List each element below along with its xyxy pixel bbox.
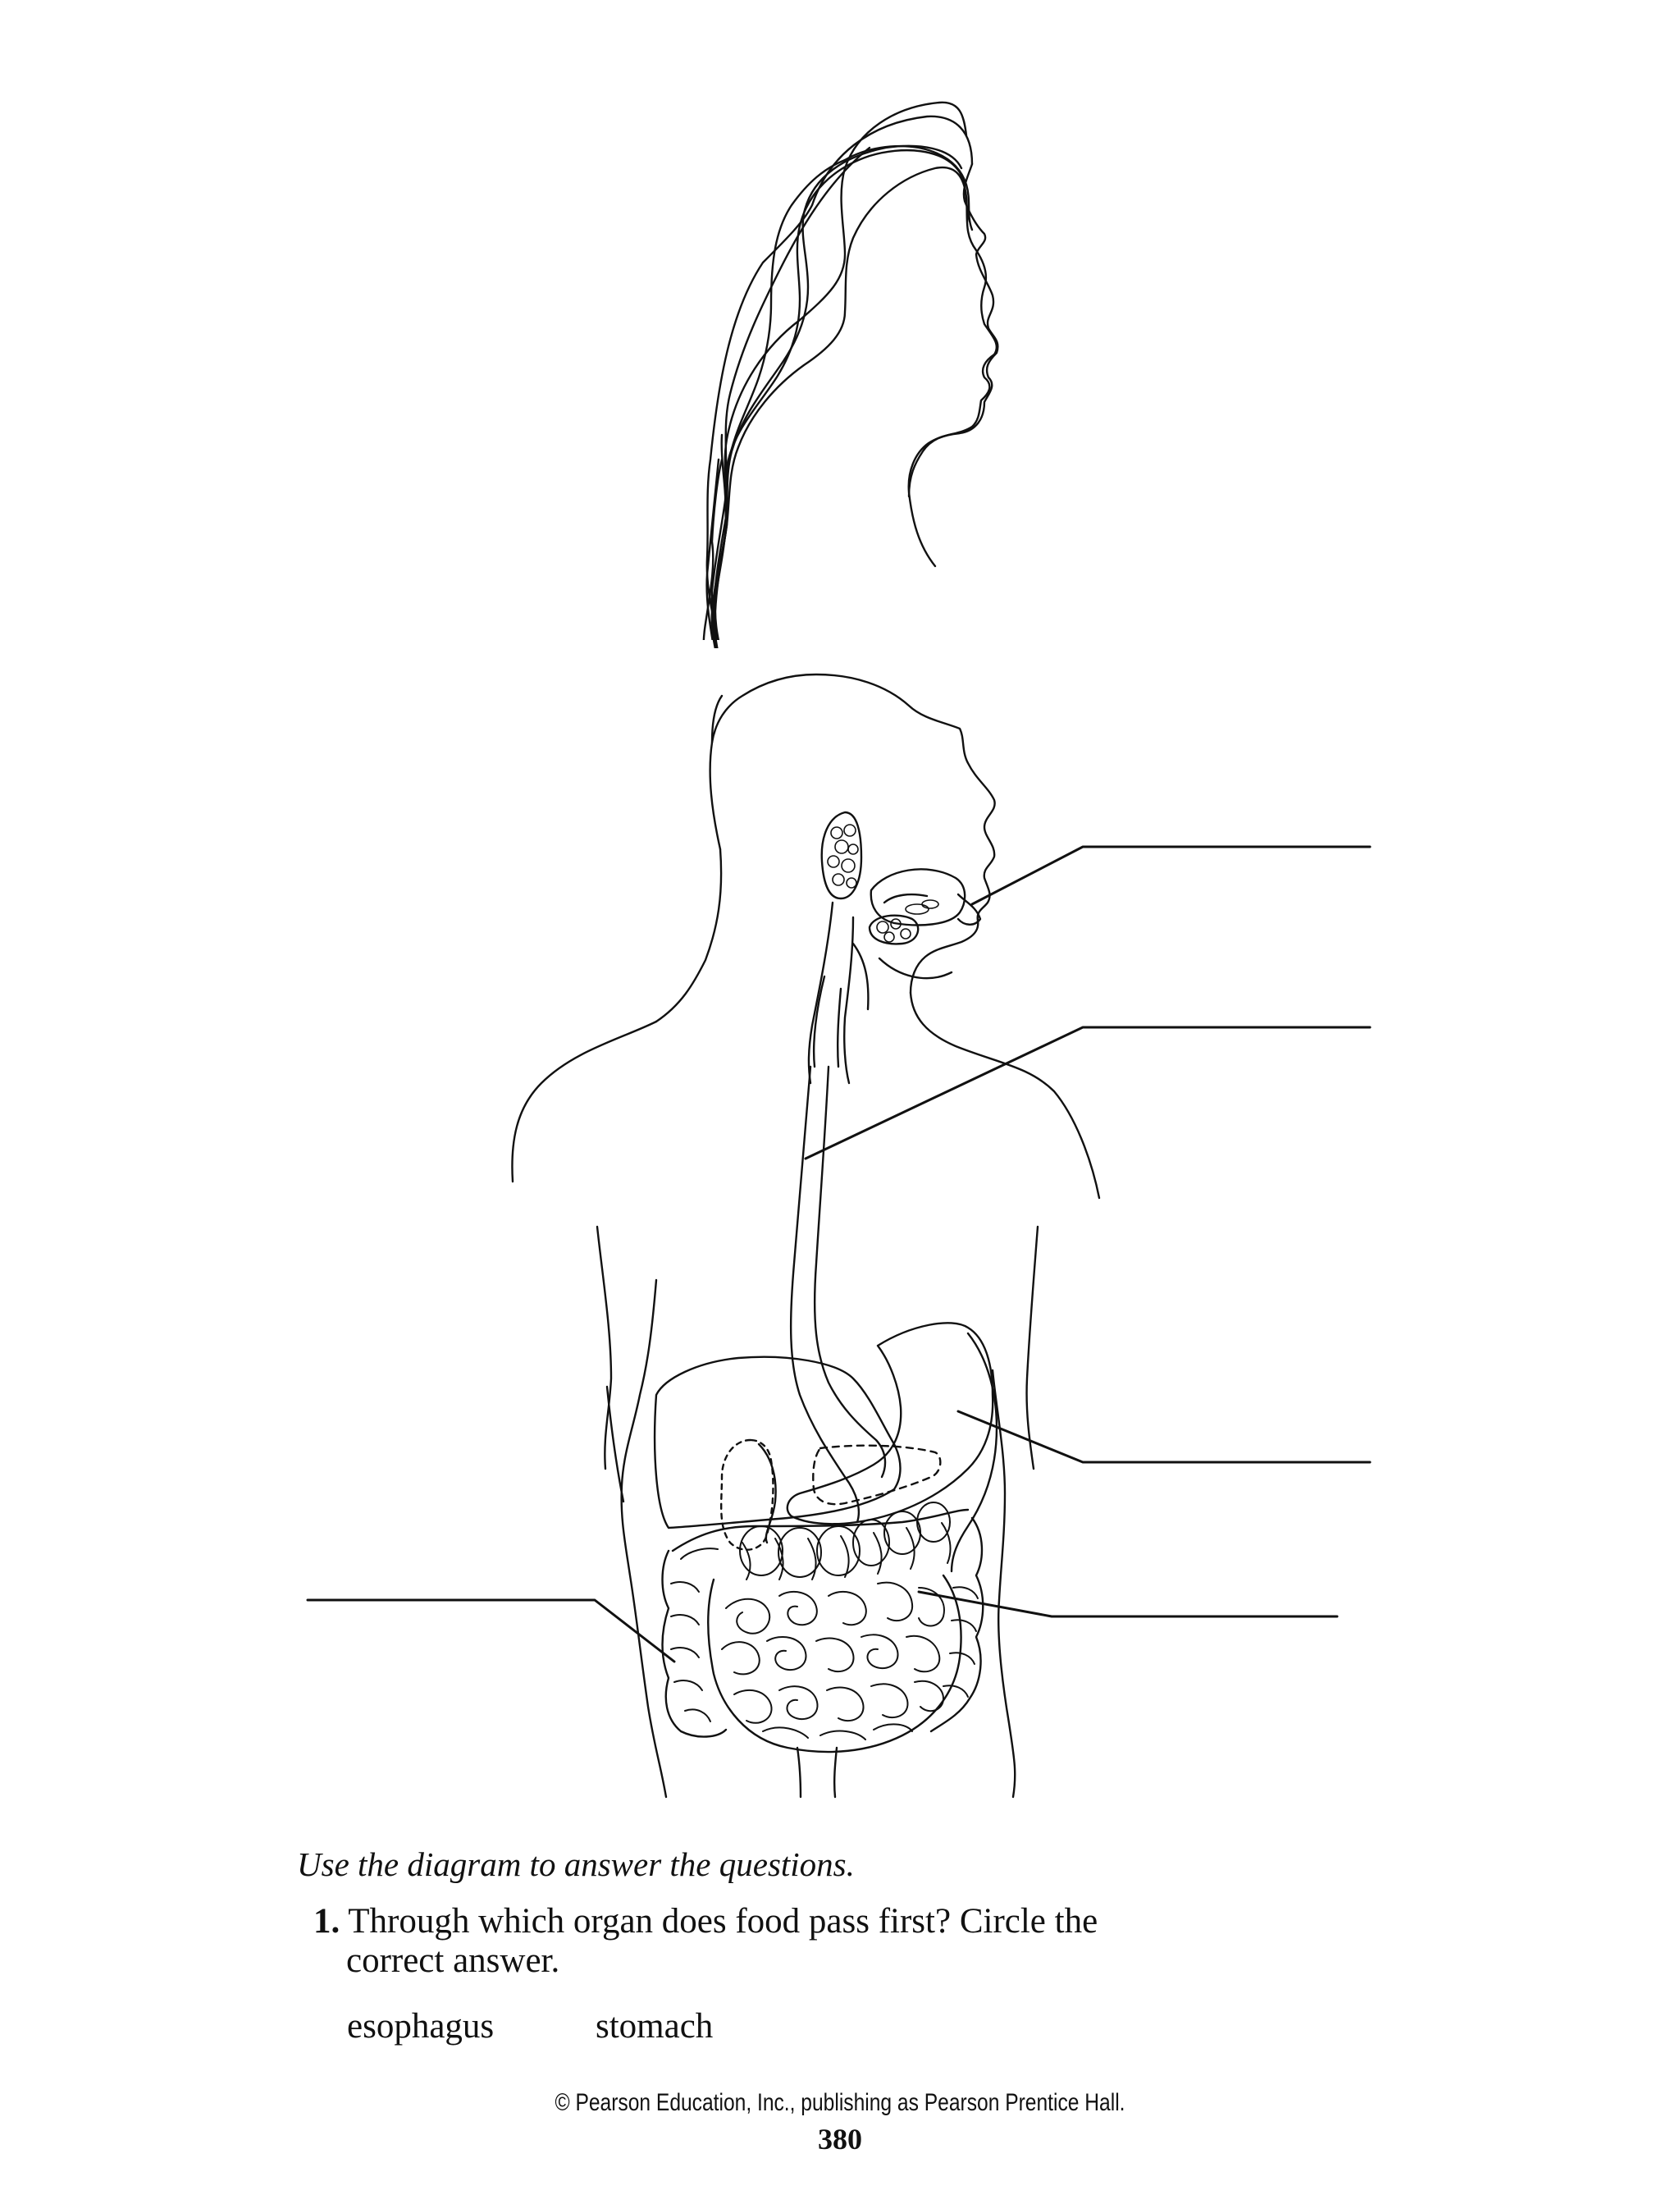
answer-blank-5[interactable]: [308, 1589, 595, 1612]
question-instruction: Use the diagram to answer the questions.: [297, 1845, 855, 1883]
answer-blank-1[interactable]: [1083, 835, 1370, 858]
choice-stomach[interactable]: stomach: [596, 2007, 714, 2046]
figure-canvas: [0, 648, 1680, 1805]
question-text: Through which organ does food pass first? Circle the: [348, 1902, 1098, 1941]
page-number: 380: [818, 2123, 862, 2156]
choice-esophagus[interactable]: esophagus: [347, 2007, 495, 2046]
question-1: [313, 1902, 1298, 1981]
copyright-notice: © Pearson Education, Inc., publishing as Pearson Prentice Hall.: [555, 2089, 1125, 2116]
answer-blank-4[interactable]: [1052, 1605, 1337, 1628]
answer-blank-2[interactable]: [1083, 1016, 1370, 1039]
question-text-continued: correct answer.: [346, 1941, 560, 1980]
answer-blank-3[interactable]: [1083, 1451, 1370, 1474]
question-number: 1.: [313, 1902, 340, 1941]
